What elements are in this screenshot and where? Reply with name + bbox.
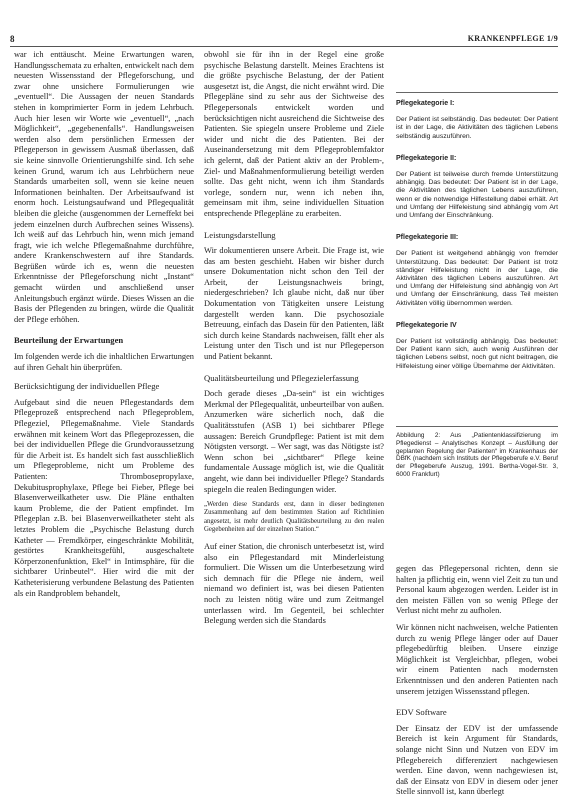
column-right [396,564,558,798]
subsection-heading: Berücksichtigung der individuellen Pflege [14,381,160,392]
category-text: Der Patient ist selbständig. Das bedeutet: Der Patient ist in der Lage, die Aktivitäten des täglichen Lebens selbständig auszuführen. [396,116,558,140]
category-text: Der Patient ist vollständig abhängig. Das bedeutet: Der Patient kann sich, auch wenig Ausführen der täglichen Lebens selbst, noch gut nicht beitragen, die Hilfeleistung einer völlige Übernahme der Aktivitäten. [396,338,558,370]
paragraph: Auf einer Station, die chronisch unterbesetzt ist, wird also ein Pflegestandard mit Minderleistung formuliert. Die Wissen um die Unterbesetzung wird sich demnach für die Pflege nie ändern, weil niemand wo definiert ist, was bei diesen Patienten noch zu leisten nötig wäre und zum Zeitmangel unterlassen wird. Im Gegenteil, bei schlechter Belegung werden sich die Standards [204,541,384,626]
category-1 [396,100,558,141]
journal-title: KRANKENPFLEGE 1/9 [467,34,558,43]
category-title: Pflegekategorie IV [396,321,457,329]
category-4 [396,322,558,371]
category-title: Pflegekategorie III: [396,234,459,242]
box-top-rule [396,92,558,93]
box-bottom-rule [396,426,558,427]
category-box [396,100,558,385]
category-text: Der Patient ist weitgehend abhängig von fremder Unterstützung. Das bedeutet: Der Patient ist trotz ständiger Hilfeleistung nicht in der Lage, die Aktivitäten des täglichen Lebens auszuführen. Art und Umfang der Hilfeleistung sind abhängig von Art und Umfang der Einschränkung, dass Teil meisten Aktivitäten völlig übernommen werden. [396,250,558,307]
figure-caption: Abbildung 2: Aus „Patientenklassifizierung im Pflegedienst – Analytisches Konzept – Ausfüllung der geplanten Regelung der Patienten“ im Krankenhaus der DBfK (nachdem sich Instituts der Pflegeberufe e.V. Beruf der Pflegeberufe Auszug, 1991. Bertha-Vogel-Str. 3, 6000 Frankfurt) [396,432,558,478]
paragraph: Doch gerade dieses „Da-sein“ ist ein wichtiges Merkmal der Pflegequalität, unbeurteilbar von außen. Anzumerken wäre sicherlich noch, daß die Qualitätsstufen (ASB 1) bei sichtbarer Pflege aussagen: Bereich Grundpflege: Patient ist mit dem Nötigsten versorgt. – Wer sagt, was das Nötigste ist? Wenn schon bei „sichtbarer“ Pflege keine fundamentale Aussage möglich ist, wie die Qualität angeht, wie dann bei individueller Pflege? Standards spiegeln die realen Bedingungen wider. [204,389,384,494]
quote-note: „Werden diese Standards erst, dann in dieser bedingtenen Zusammenhang auf dem bestimmten Station auf Richtlinien angesetzt, ist mehr deutlich Qualitätsbeurteilung zu den realen Gegebenheiten auf der einzelnen Station.“ [204,501,384,533]
paragraph: Wir können nicht nachweisen, welche Patienten durch zu wenig Pflege länger oder auf Dauer pflegebedürftig bleiben. Unsere einzige Möglichkeit ist Vergleichbar, pflegen, wobei wir einem Patienten nach modernsten Erkenntnissen und den anderen Patienten nach unserem jetzigen Wissensstand pflegen. [396,622,558,696]
section-heading: Beurteilung der Erwartungen [14,335,124,346]
category-title: Pflegekategorie II: [396,154,457,162]
category-3 [396,234,558,308]
category-title: Pflegekategorie I: [396,100,455,107]
column-left [14,50,194,599]
paragraph: Wir dokumentieren unsere Arbeit. Die Frage ist, wie das am besten geschieht. Haben wir bisher durch unsere Dokumentation nicht schon den Teil der Arbeit, der Leistungsnachweis bringt, niedergeschrieben? Ich glaube nicht, daß nur über Dokumentation von Tätigkeiten unsere Leistung dargestellt werden kann. Die psychosoziale Betreuung, einfach das Dasein für den Patienten, läßt sich durch keine Standards nachweisen, fällt eher als Leistung unter den Tisch und ist nur Pflegeperson und Patient bekannt. [204,246,384,362]
paragraph: war ich enttäuscht. Meine Erwartungen waren, Handlungsschemata zu erhalten, entwickelt nach dem neuesten Wissensstand der Pflegeforschung, und zwar ohne unsichere Formulierungen wie „eventuell“. Die Aussagen der neuen Standards stehen in komprimierter Form in jedem Lehrbuch. Auch hier lesen wir Worte wie „eventuell“, „nach Möglichkeit“, „gegebenenfalls“. Handlungsweisen werden also dem persönlichen Ermessen der Pflegeperson in gewissem Ausmaß überlassen, daß sie keine sinnvolle Orientierungshilfe sind. Ich sehe keinen Grund, warum ich aus Lehrbüchern neue Standards umarbeiten soll, wenn sie keine neuen Informationen beinhalten. Der Arbeitsaufwand ist enorm hoch. Leistungsaufwand und Pflegequalität bleiben die gleiche (ausgenommen der Lerneffekt bei jedem einzelnen durch Aufbrechen seines Wissens). Ich weiß auf das Lehrbuch hin, wenn mich jemand fragt, wie ich welche Pflegemaßnahme durchführe, andere Krankenschwestern auf ihre Standards. Begrüßen würde ich es, wenn die neuesten Erkenntnisse der Pflegeforschung nicht „Instant“ gemacht würden und anschließend unser Anleitungsbuch ergänzt würde. Dieses Wissen an die Basis der Pflegenden zu bringen, würde die Qualität der Pflege erhöhen. [14,50,194,324]
header-rule [10,46,558,47]
subsection-heading: Qualitätsbeurteilung und Pflegezielerfassung [204,372,359,383]
paragraph: gegen das Pflegepersonal richten, denn sie halten ja pflichtig ein, wenn viel Zeit zu tun und Personal kaum abgezogen werden. Leider ist in den meisten Fällen von so wenig Pflege der Verlust nicht mehr zu aufholen. [396,564,558,616]
section-heading: EDV Software [396,707,447,718]
category-2 [396,155,558,220]
category-text: Der Patient ist teilweise durch fremde Unterstützung abhängig. Das bedeutet: Der Patient ist in der Lage, die Aktivitäten des täglichen Lebens auszuführen, wenn er die notwendige Hilfestellung dabei erhält. Art und Umfang der Hilfeleistung sind abhängig vom Art und Umfang der Einschränkung. [396,171,558,220]
paragraph: obwohl sie für ihn in der Regel eine große psychische Belastung darstellt. Meines Erachtens ist die größte psychische Belastung, der der Patient ausgesetzt ist, die Angst, die nicht erwähnt wird. Die Pflegepläne sind zu sehr aus der Sichtweise des Pflegepersonals entwickelt worden und berücksichtigen nicht ausreichend die Sichtweise des Patienten. Sie spiegeln unsere Probleme und Ziele wider und nicht die des Patienten. Bei der Auseinandersetzung mit dem Pflegeproblemfaktor ich gelernt, daß der Patient aktiv an der Problem-, Ziel- und Maßnahmenformulierung beteiligt werden sollte. Das geht nicht, wenn ich ihm Standards vorlege, sondern nur, wenn ich neben ihn, gemeinsam mit ihm, seine individuellen Situation entsprechende Pflegepläne zu erarbeiten. [204,50,384,218]
paragraph: Aufgebaut sind die neuen Pflegestandards dem Pflegeprozeß entsprechend nach Pflegeproblem, Pflegeziel, Pflegemaßnahme. Viele Standards erwähnen mit keinem Wort das Pflegeprozessen, die bei der individuellen Pflege die Grundvoraussetzung für die Arbeit ist. Es handelt sich fast ausschließlich um Pflegeprobleme, nicht um Probleme des Patienten: Thrombosepropylaxe, Dekubitusprophylaxe, Pflege bei Fieber, Pflege bei Blasenverweilkatheter usw. Die Pläne enthalten kaum Probleme, die der Patient empfindet. Im Pflegeplan z.B. bei Blasenverweilkatheter steht als letztes Problem die „Psychische Belastung durch Katheter — Fremdkörper, eingeschränkte Mobilität, gestörtes Krankheitsgefühl, ausgeschaltete Körperzonenfunktion, Ekel“ in Intimsphäre, für die sichtbarer Urinbeutel“. Hier wird die mit der Katheterisierung verbundene Belastung des Patienten als ein Randproblem behandelt, [14,397,194,598]
subsection-heading: Leistungsdarstellung [204,229,276,240]
column-middle [204,50,384,627]
page-number: 8 [10,34,15,44]
paragraph: Im folgenden werde ich die inhaltlichen Erwartungen auf ihren Gehalt hin überprüfen. [14,352,194,372]
paragraph: Der Einsatz der EDV ist der umfassende Bereich ist kein Argument für Standards, solange nicht Sinn und Nutzen von EDV im Pflegebereich differenziert nachgewiesen werden. Eine davon, wenn nachgewiesen ist, daß der Einsatz von EDV in diesem oder jener Stelle sinnvoll ist, kann überlegt [396,723,558,797]
